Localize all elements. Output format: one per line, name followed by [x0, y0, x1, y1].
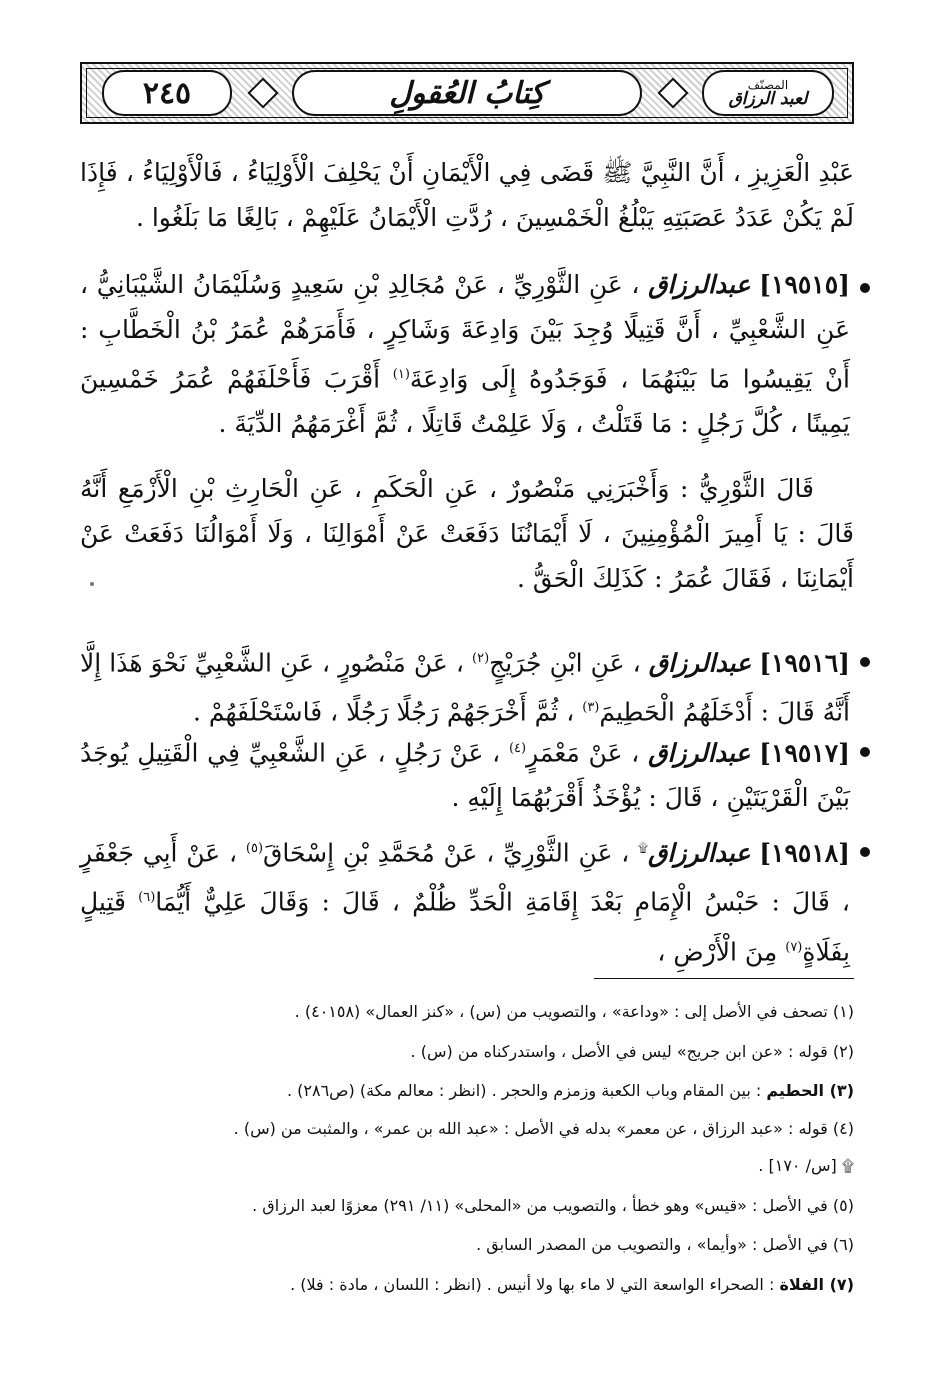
page-number: ٢٤٥ [142, 75, 192, 111]
paragraph-text: عَبْدِ الْعَزِيزِ ، أَنَّ النَّبِيَّ ﷺ قَضَى فِي الْأَيْمَانِ أَنْ يَحْلِفَ الْأَوْلِيَاءُ ، فَالْأَوْلِيَاءُ ، فَإِذَا لَمْ يَكُنْ عَدَدُ عَصَبَتِهِ يَبْلُغُ الْخَمْسِينَ ، رُدَّتِ الْأَيْمَانُ عَلَيْهِمْ ، بَالِغًا مَا بَلَغُوا . [80, 158, 854, 232]
footnote-text: : الصحراء الواسعة التي لا ماء بها ولا أنيس . (انظر : اللسان ، مادة : فلا) . [290, 1275, 775, 1294]
footnote-ref[interactable]: (٦) [138, 890, 156, 906]
hadith-19517 [80, 726, 850, 820]
paragraph-text: ، عَنِ الثَّوْرِيِّ ، عَنْ مُحَمَّدِ بْنِ إِسْحَاقَ [263, 838, 630, 868]
hadith-number: [١٩٥١٨] [759, 838, 851, 868]
footnote-ref[interactable]: (٥) [245, 841, 264, 856]
footnote-manuscript: ۩ [س/ ١٧٠] . [758, 1156, 854, 1175]
book-title: كِتابُ العُقولِ [389, 75, 545, 111]
footnote-2: (٢) قوله : «عن ابن جريج» ليس في الأصل ، واستدركناه من (س) . [410, 1042, 854, 1061]
footnote-divider [594, 978, 854, 979]
bullet-icon [860, 847, 870, 857]
paragraph-text: مِنَ الْأَرْضِ ، [657, 936, 778, 966]
hadith-number: [١٩٥١٧] [759, 738, 850, 768]
book-title-box [292, 70, 642, 116]
page-number-box [102, 70, 232, 116]
footnote-6: (٦) في الأصل : «وأيما» ، والتصويب من المصدر السابق . [476, 1235, 854, 1254]
footnote-5: (٥) في الأصل : «قيس» وهو خطأ ، والتصويب من «المحلى» (١١/ ٢٩١) معزوًا لعبد الرزاق . [252, 1196, 854, 1215]
narrator-name: عبدالرزاق [648, 270, 751, 299]
hadith-19518 [80, 826, 850, 974]
paragraph-text: ، عَنْ أَبِي جَعْفَرٍ ، قَالَ : حَبْسُ الْإِمَامِ بَعْدَ إِقَامَةِ الْحَدِّ ظُلْمٌ ، قَالَ : وَقَالَ عَلِيٌّ أَيُّمَا [80, 838, 850, 917]
narrator-name: عبدالرزاق [648, 738, 751, 768]
paragraph-text: قَتِيلٍ بِفَلَاةٍ [80, 887, 850, 966]
paragraph-text: ، عَنْ مَنْصُورٍ ، عَنِ الشَّعْبِيِّ نَحْوَ هَذَا إِلَّا أَنَّهُ قَالَ : أَدْخَلَهُمُ الْحَطِيمَ [80, 648, 850, 727]
paragraph-text: قَالَ الثَّوْرِيُّ : وَأَخْبَرَنِي مَنْصُورٌ ، عَنِ الْحَكَمِ ، عَنِ الْحَارِثِ بْنِ الْأَزْمَعِ أَنَّهُ قَالَ : يَا أَمِيرَ الْمُؤْمِنِينَ ، لَا أَيْمَانُنَا دَفَعَتْ عَنْ أَمْوَالِنَا ، وَلَا أَمْوَالُنَا دَفَعَتْ عَنْ أَيْمَانِنَا ، فَقَالَ عُمَرُ : كَذَلِكَ الْحَقُّ . [80, 474, 854, 593]
paragraph-text: ، عَنْ رَجُلٍ ، عَنِ الشَّعْبِيِّ فِي الْقَتِيلِ يُوجَدُ بَيْنَ الْقَرْيَتَيْنِ ، قَالَ : يُؤْخَذُ أَقْرَبُهُمَا إِلَيْهِ . [80, 738, 850, 813]
manuscript-mark-icon: ۩ [638, 841, 649, 856]
margin-mark [90, 582, 94, 586]
footnote-ref[interactable]: (٤) [508, 741, 527, 756]
footnote-4: (٤) قوله : «عبد الرزاق ، عن معمر» بدله في الأصل : «عبد الله بن عمر» ، والمثبت من (س) . [233, 1119, 854, 1138]
paragraph-text: أَقْرَبَ فَأَحْلَفَهُمْ عُمَرُ خَمْسِينَ يَمِينًا ، كُلَّ رَجُلٍ : مَا قَتَلْتُ ، وَلَا عَلِمْتُ قَاتِلًا ، ثُمَّ أَغْرَمَهُمُ الدِّيَةَ . [80, 364, 850, 439]
footnote-ref[interactable]: (٣) [582, 700, 600, 716]
hadith-19515 [80, 262, 850, 446]
footnote-term: (٣) الحطيم [766, 1081, 854, 1100]
paragraph-text: ، عَنْ مَعْمَرٍ [526, 738, 640, 768]
footnote-3 [80, 1078, 854, 1104]
hadith-number: [١٩٥١٦] [759, 648, 851, 678]
footnote-7 [80, 1272, 854, 1298]
footnote-ref[interactable]: (٧) [785, 939, 803, 955]
hadith-number: [١٩٥١٥] [759, 270, 850, 299]
paragraph-text: ، عَنِ الثَّوْرِيِّ ، عَنْ مُجَالِدِ بْنِ سَعِيدٍ وَسُلَيْمَانُ الشَّيْبَانِيُّ ، عَنِ الشَّعْبِيِّ ، أَنَّ قَتِيلًا وُجِدَ بَيْنَ وَادِعَةَ وَشَاكِرٍ ، فَأَمَرَهُمْ عُمَرُ بْنُ الْخَطَّابِ : أَنْ يَقِيسُوا مَا بَيْنَهُمَا ، فَوَجَدُوهُ إِلَى وَادِعَةَ [80, 270, 851, 394]
narrator-name: عبدالرزاق [648, 648, 752, 678]
publisher-logo [702, 70, 834, 116]
narrator-name: عبدالرزاق [648, 838, 751, 868]
hadith-19516 [80, 636, 850, 735]
paragraph-text: ، ثُمَّ أَخْرَجَهُمْ رَجُلًا رَجُلًا ، فَاسْتَحْلَفَهُمْ . [192, 697, 575, 727]
footnote-ref[interactable]: (٢) [472, 651, 490, 666]
paragraph-thawri [80, 466, 854, 601]
footnote-text: : بين المقام وباب الكعبة وزمزم والحجر . (انظر : معالم مكة) (ص٢٨٦) . [286, 1081, 762, 1100]
paragraph-continuation [80, 150, 854, 240]
logo-line-2: لعبد الرزاق [728, 88, 808, 109]
footnote-1: (١) تصحف في الأصل إلى : «وداعة» ، والتصويب من (س) ، «كنز العمال» (٤٠١٥٨) . [294, 1002, 854, 1021]
footnote-term: (٧) الفلاة [779, 1275, 854, 1294]
logo-line-1: المصنّف [747, 77, 789, 92]
page-header [80, 62, 854, 124]
bullet-icon [860, 747, 870, 757]
paragraph-text: ، عَنِ ابْنِ جُرَيْجٍ [489, 648, 641, 678]
bullet-icon [860, 283, 870, 293]
bullet-icon [860, 657, 870, 667]
footnote-ref[interactable]: (١) [392, 367, 410, 382]
